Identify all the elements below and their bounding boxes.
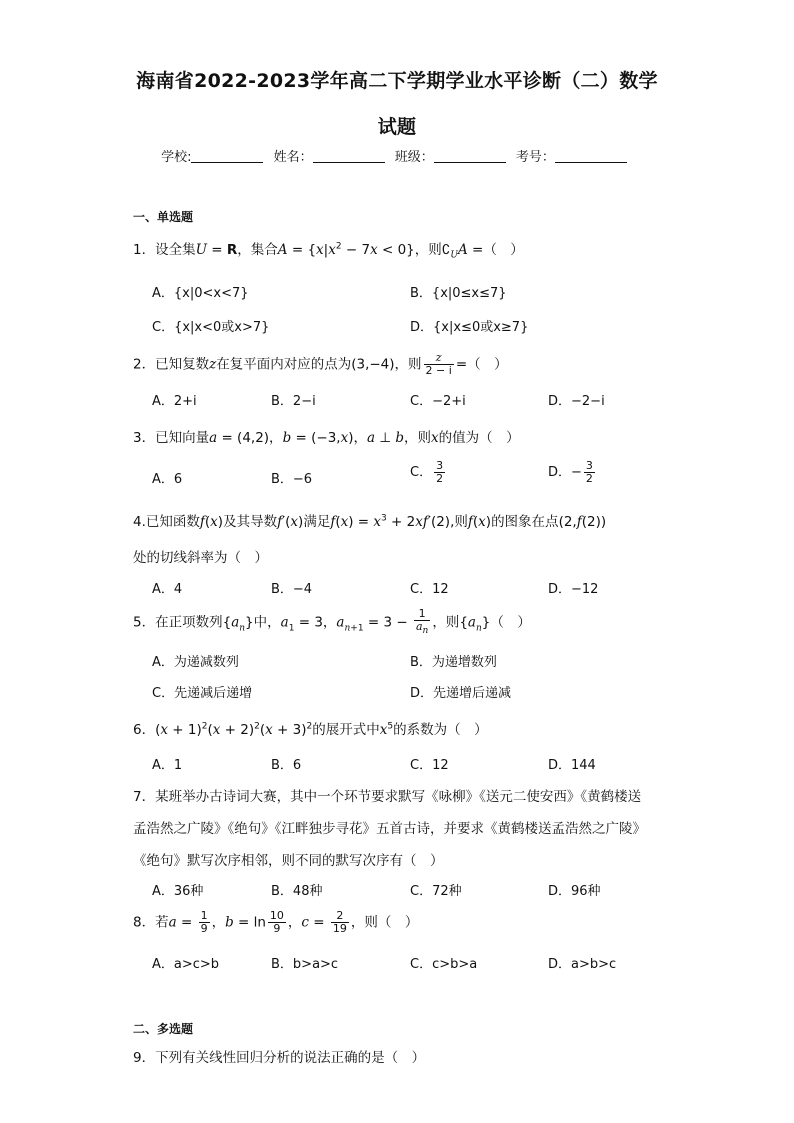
q1-option-d[interactable]: D．{x|x≤0或x≥7} bbox=[410, 320, 529, 335]
question-3: 3．已知向量a = (4,2)，b = (−3,x)，a ⊥ b，则x的值为（ ） bbox=[133, 430, 520, 446]
question-7-line1: 7．某班举办古诗词大赛，其中一个环节要求默写《咏柳》《送元二使安西》《黄鹤楼送 bbox=[133, 789, 642, 805]
q5-option-a[interactable]: A．为递减数列 bbox=[152, 655, 239, 670]
q4-option-d[interactable]: D．−12 bbox=[548, 582, 599, 597]
q7-option-d[interactable]: D．96种 bbox=[548, 884, 601, 899]
q5-option-c[interactable]: C．先递减后递增 bbox=[152, 686, 253, 701]
q3-option-d[interactable]: D．− $\frac{3}{2}$ bbox=[548, 459, 593, 485]
question-5: 5．在正项数列$\{a_n\}$中，$a_1 = 3$，$a_{n+1} = 3$ − $\frac{1}{a_n}$ ，则$\{a_n\}$（ ） bbox=[133, 607, 531, 637]
question-4-line2: 处的切线斜率为（ ） bbox=[133, 550, 268, 566]
section-multiple-choice: 二、多选题 bbox=[133, 1022, 194, 1036]
question-8: 8．若a = $\frac{1}{9}$ ，b = ln $\frac{10}{9}$ ，c = $\frac{2}{19}$ ，则（ ） bbox=[133, 909, 419, 935]
q7-option-b[interactable]: B．48种 bbox=[271, 884, 323, 899]
q1-option-c[interactable]: C．{x|x<0或x>7} bbox=[152, 320, 270, 335]
q8-option-c[interactable]: C．c>b>a bbox=[410, 957, 478, 972]
q5-option-d[interactable]: D．先递增后递减 bbox=[410, 686, 512, 701]
q4-option-b[interactable]: B．−4 bbox=[271, 582, 313, 597]
q4-option-c[interactable]: C．12 bbox=[410, 582, 449, 597]
class-blank[interactable] bbox=[434, 150, 506, 163]
q3-option-b[interactable]: B．−6 bbox=[271, 472, 313, 487]
name-blank[interactable] bbox=[313, 150, 385, 163]
q2-option-a[interactable]: A．2+i bbox=[152, 394, 197, 409]
q8-option-b[interactable]: B．b>a>c bbox=[271, 957, 339, 972]
q8-option-a[interactable]: A．a>c>b bbox=[152, 957, 220, 972]
q2-option-c[interactable]: C．−2+i bbox=[410, 394, 466, 409]
q6-option-a[interactable]: A．1 bbox=[152, 758, 183, 773]
question-7-line3: 《绝句》默写次序相邻，则不同的默写次序有（ ） bbox=[133, 853, 444, 869]
q4-option-a[interactable]: A．4 bbox=[152, 582, 183, 597]
q7-option-c[interactable]: C．72种 bbox=[410, 884, 462, 899]
q6-option-d[interactable]: D．144 bbox=[548, 758, 596, 773]
q3-option-a[interactable]: A．6 bbox=[152, 472, 183, 487]
q5-option-b[interactable]: B．为递增数列 bbox=[410, 655, 497, 670]
student-info-row bbox=[0, 146, 794, 165]
q1-option-a[interactable]: A．{x|0<x<7} bbox=[152, 286, 249, 301]
question-2: 2．已知复数z在复平面内对应的点为(3,−4)，则 $\frac{z}{2 - i}$ =（ ） bbox=[133, 351, 508, 377]
question-1: 1．设全集U = R，集合$A = \{x|x^2 - 7x < 0\}$，则$∁_UA$ =（ ） bbox=[133, 241, 524, 261]
school-blank[interactable] bbox=[191, 150, 263, 163]
school-label: 学校: bbox=[161, 150, 192, 165]
question-9: 9．下列有关线性回归分析的说法正确的是（ ） bbox=[133, 1050, 426, 1066]
number-blank[interactable] bbox=[555, 150, 627, 163]
q7-option-a[interactable]: A．36种 bbox=[152, 884, 204, 899]
exam-title-line1: 海南省2022-2023学年高二下学期学业水平诊断（二）数学 bbox=[136, 70, 658, 92]
number-label: 考号： bbox=[515, 150, 555, 165]
question-4: 4.已知函数f(x)及其导数f′(x)满足$f(x) = x^3 + 2xf'(2)$,则f(x)的图象在点(2,f(2)) bbox=[133, 513, 607, 530]
question-6: 6．$(x + 1)^2(x + 2)^2(x + 3)^2$的展开式中$x^5$的系数为（ ） bbox=[133, 721, 488, 738]
q1-option-b[interactable]: B．{x|0≤x≤7} bbox=[410, 286, 507, 301]
q6-option-c[interactable]: C．12 bbox=[410, 758, 449, 773]
q2-option-d[interactable]: D．−2−i bbox=[548, 394, 605, 409]
q6-option-b[interactable]: B．6 bbox=[271, 758, 302, 773]
exam-title-line2: 试题 bbox=[377, 116, 417, 138]
section-single-choice: 一、单选题 bbox=[133, 210, 194, 224]
name-label: 姓名： bbox=[273, 150, 313, 165]
q3-option-c[interactable]: C． $\frac{3}{2}$ bbox=[410, 459, 444, 485]
class-label: 班级： bbox=[394, 150, 434, 165]
question-7-line2: 孟浩然之广陵》《绝句》《江畔独步寻花》五首古诗，并要求《黄鹤楼送孟浩然之广陵》 bbox=[133, 821, 646, 837]
q2-option-b[interactable]: B．2−i bbox=[271, 394, 316, 409]
q8-option-d[interactable]: D．a>b>c bbox=[548, 957, 617, 972]
